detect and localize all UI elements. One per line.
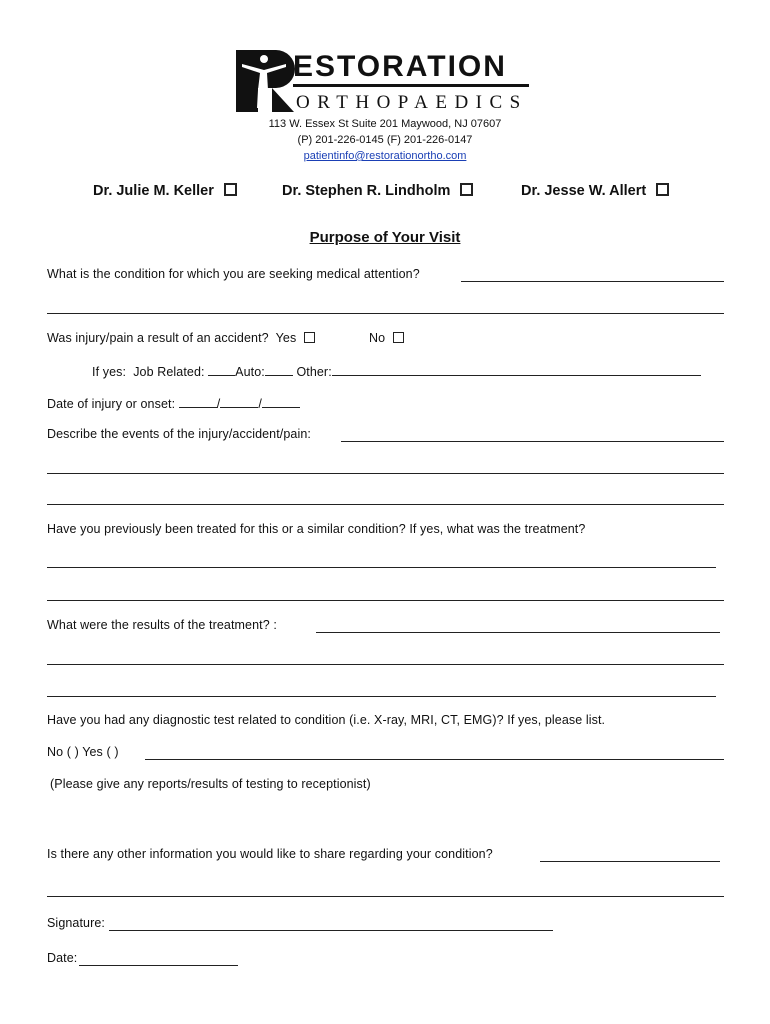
- email-text[interactable]: patientinfo@restorationortho.com: [303, 150, 467, 162]
- logo-figure-icon: [236, 50, 296, 112]
- results-input-2[interactable]: [47, 664, 724, 665]
- date-sep-1: /: [216, 397, 221, 411]
- signature-label: Signature:: [47, 916, 105, 930]
- auto-label: Auto:: [235, 365, 265, 379]
- other-info-input-1[interactable]: [540, 861, 720, 862]
- date-label: Date:: [47, 951, 78, 965]
- treated-input-1[interactable]: [47, 567, 716, 568]
- condition-question: What is the condition for which you are seeking medical attention?: [47, 267, 420, 281]
- doctor-lindholm-checkbox[interactable]: [460, 183, 473, 196]
- describe-input-2[interactable]: [47, 473, 724, 474]
- other-info-question: Is there any other information you would like to share regarding your condition?: [47, 847, 493, 861]
- doctor-keller-label: Dr. Julie M. Keller: [93, 183, 214, 199]
- auto-input[interactable]: [265, 363, 293, 376]
- brand-rule: [293, 84, 529, 87]
- brand-subtitle: ORTHOPAEDICS: [296, 92, 528, 113]
- describe-question: Describe the events of the injury/accident/pain:: [47, 427, 311, 441]
- date-year-input[interactable]: [262, 395, 300, 408]
- date-sep-2: /: [258, 397, 262, 411]
- describe-input-3[interactable]: [47, 504, 724, 505]
- results-input-1[interactable]: [316, 632, 720, 633]
- accident-no: [369, 331, 404, 345]
- date-day-input[interactable]: [220, 395, 258, 408]
- other-input[interactable]: [332, 363, 701, 376]
- diagnostic-yes-option[interactable]: Yes ( ): [82, 745, 119, 759]
- form-title: Purpose of Your Visit: [309, 229, 461, 246]
- diagnostic-answer-row: [47, 745, 119, 759]
- date-input[interactable]: [79, 965, 238, 966]
- accident-question: [47, 331, 315, 345]
- accident-no-label: No: [369, 331, 386, 345]
- treated-input-2[interactable]: [47, 600, 724, 601]
- if-yes-row: [92, 363, 701, 379]
- job-related-label: Job Related:: [133, 365, 205, 379]
- accident-no-checkbox[interactable]: [393, 332, 404, 343]
- reports-note: (Please give any reports/results of testing to receptionist): [50, 777, 371, 791]
- diagnostic-list-input[interactable]: [145, 759, 724, 760]
- phones: (P) 201-226-0145 (F) 201-226-0147: [297, 134, 473, 146]
- logo: [236, 50, 536, 116]
- email-link[interactable]: [0, 150, 770, 162]
- doctor-allert-checkbox[interactable]: [656, 183, 669, 196]
- condition-input-2[interactable]: [47, 313, 724, 314]
- doctor-allert-label: Dr. Jesse W. Allert: [521, 183, 647, 199]
- treated-question: Have you previously been treated for this or a similar condition? If yes, what was the treatment?: [47, 522, 586, 536]
- doctor-keller[interactable]: [93, 183, 237, 199]
- doctor-allert[interactable]: [521, 183, 669, 199]
- diagnostic-no-option[interactable]: No ( ): [47, 745, 79, 759]
- doctor-lindholm-label: Dr. Stephen R. Lindholm: [282, 183, 451, 199]
- doctor-lindholm[interactable]: [282, 183, 473, 199]
- date-month-input[interactable]: [179, 395, 217, 408]
- accident-yes-label: Yes: [275, 331, 297, 345]
- doctor-keller-checkbox[interactable]: [224, 183, 237, 196]
- other-info-input-2[interactable]: [47, 896, 724, 897]
- condition-input-1[interactable]: [461, 281, 724, 282]
- other-label: Other:: [296, 365, 332, 379]
- date-injury-label: Date of injury or onset:: [47, 397, 176, 411]
- brand-name: ESTORATION: [293, 50, 507, 83]
- job-related-input[interactable]: [208, 363, 235, 376]
- diagnostic-question: Have you had any diagnostic test related to condition (i.e. X-ray, MRI, CT, EMG)? If yes, please list.: [47, 713, 606, 727]
- results-question: What were the results of the treatment? :: [47, 618, 277, 632]
- signature-input[interactable]: [109, 930, 553, 931]
- address: 113 W. Essex St Suite 201 Maywood, NJ 07607: [268, 118, 502, 130]
- describe-input-1[interactable]: [341, 441, 724, 442]
- date-injury-row: [47, 395, 300, 411]
- accident-yes-checkbox[interactable]: [304, 332, 315, 343]
- accident-question-label: Was injury/pain a result of an accident?: [47, 331, 269, 345]
- if-yes-label: If yes:: [92, 365, 127, 379]
- results-input-3[interactable]: [47, 696, 716, 697]
